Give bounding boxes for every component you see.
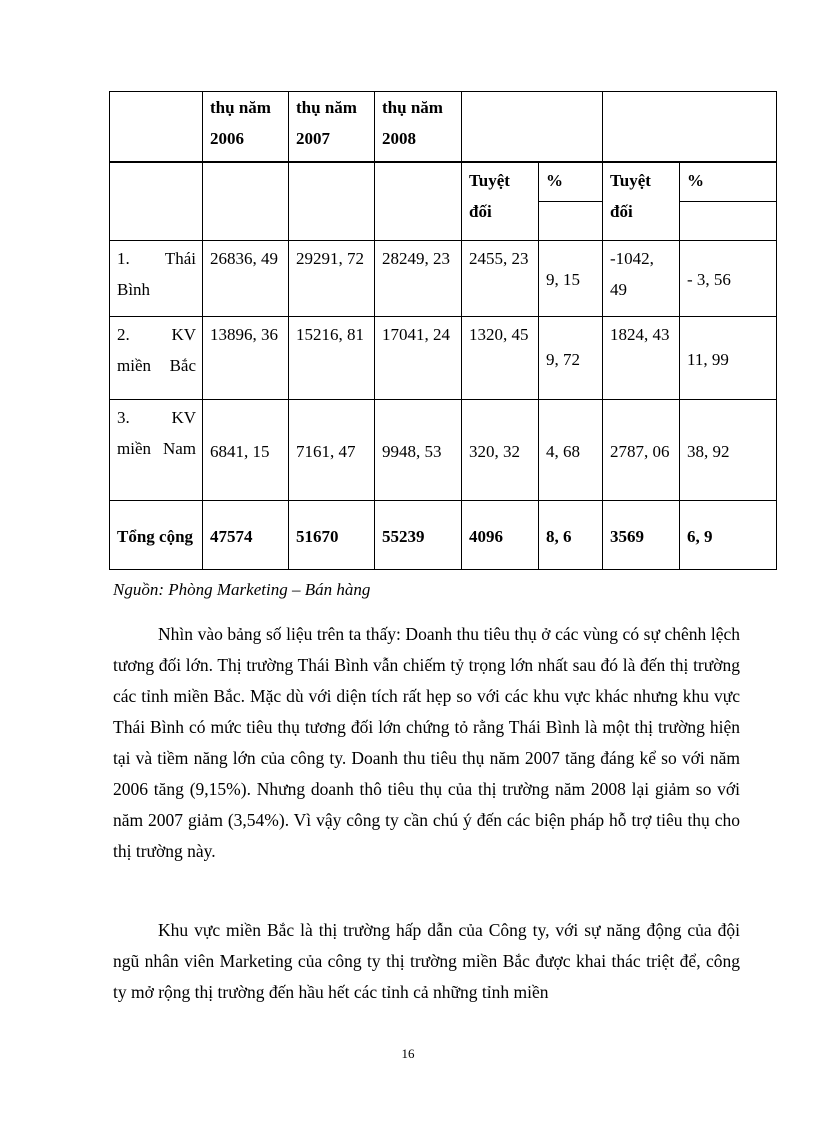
body-paragraph: Nhìn vào bảng số liệu trên ta thấy: Doanh thu tiêu thụ ở các vùng có sự chênh lệch tương đối lớn. Thị trường Thái Bình vẫn chiếm tỷ trọng lớn nhất sau đó là đến thị trường các tỉnh miền Bắc. Mặc dù với diện tích rất hẹp so với các khu vực khác nhưng khu vực Thái Bình có mức tiêu thụ tương đối lớn chứng tỏ rằng Thái Bình là một thị trường hiện tại và tiềm năng lớn của công ty. Doanh thu tiêu thụ năm 2007 tăng đáng kể so với năm 2006 tăng (9,15%). Nhưng doanh thô tiêu thụ của thị trường năm 2008 lại giảm so với năm 2007 giảm (3,54%). Vì vậy công ty cần chú ý đến các biện pháp hỗ trợ tiêu thụ cho thị trường này.	[113, 624, 740, 861]
cell-abs-1: 320, 32	[462, 400, 539, 501]
total-abs-1: 4096	[462, 501, 539, 570]
cell-2007: 15216, 81	[289, 317, 375, 400]
total-pct-1: 8, 6	[539, 501, 603, 570]
cell-abs-1: 1320, 45	[462, 317, 539, 400]
row-name: 1. Thái Bình	[110, 241, 203, 317]
cell-abs-2: 1824, 43	[603, 317, 680, 400]
subheader-empty	[110, 162, 203, 241]
table-total-row	[110, 501, 777, 570]
cell-2007: 29291, 72	[289, 241, 375, 317]
table-header-row	[110, 92, 777, 163]
cell-pct-1: 9, 72	[539, 317, 603, 400]
total-2007: 51670	[289, 501, 375, 570]
subheader-empty	[375, 162, 462, 241]
subheader-pct-1: %	[539, 162, 603, 202]
table-subheader-row	[110, 162, 777, 202]
header-cell-2007: thụ năm 2007	[289, 92, 375, 163]
cell-2007: 7161, 47	[289, 400, 375, 501]
table-row	[110, 241, 777, 317]
row-name: 3. KV miền Nam	[110, 400, 203, 501]
total-2008: 55239	[375, 501, 462, 570]
subheader-abs-2: Tuyệt đối	[603, 162, 680, 241]
revenue-table	[109, 91, 777, 570]
cell-2006: 26836, 49	[203, 241, 289, 317]
cell-pct-2: 11, 99	[680, 317, 777, 400]
cell-2006: 13896, 36	[203, 317, 289, 400]
total-abs-2: 3569	[603, 501, 680, 570]
cell-abs-2: -1042, 49	[603, 241, 680, 317]
cell-2006: 6841, 15	[203, 400, 289, 501]
header-cell-compare-1	[462, 92, 603, 163]
total-2006: 47574	[203, 501, 289, 570]
subheader-pct-2: %	[680, 162, 777, 202]
table-row	[110, 400, 777, 501]
cell-pct-2: 38, 92	[680, 400, 777, 501]
subheader-empty	[289, 162, 375, 241]
cell-2008: 17041, 24	[375, 317, 462, 400]
body-paragraph: Khu vực miền Bắc là thị trường hấp dẫn của Công ty, với sự năng động của đội ngũ nhân viên Marketing của công ty thị trường miền Bắc được khai thác triệt để, công ty mở rộng thị trường đến hầu hết các tỉnh cả những tỉnh miền	[113, 920, 740, 1002]
cell-pct-1: 9, 15	[539, 241, 603, 317]
cell-abs-1: 2455, 23	[462, 241, 539, 317]
total-pct-2: 6, 9	[680, 501, 777, 570]
subheader-empty	[203, 162, 289, 241]
cell-2008: 28249, 23	[375, 241, 462, 317]
cell-2008: 9948, 53	[375, 400, 462, 501]
row-name: 2. KV miền Bắc	[110, 317, 203, 400]
header-cell-compare-2	[603, 92, 777, 163]
header-cell-2006: thụ năm 2006	[203, 92, 289, 163]
cell-pct-2: - 3, 56	[680, 241, 777, 317]
subheader-empty	[680, 202, 777, 241]
header-cell-empty	[110, 92, 203, 163]
table-source-note: Nguồn: Phòng Marketing – Bán hàng	[113, 580, 371, 599]
cell-abs-2: 2787, 06	[603, 400, 680, 501]
subheader-empty	[539, 202, 603, 241]
total-name: Tổng cộng	[110, 501, 203, 570]
cell-pct-1: 4, 68	[539, 400, 603, 501]
header-cell-2008: thụ năm 2008	[375, 92, 462, 163]
subheader-abs-1: Tuyệt đối	[462, 162, 539, 241]
page-number: 16	[401, 1046, 415, 1061]
table-row	[110, 317, 777, 400]
